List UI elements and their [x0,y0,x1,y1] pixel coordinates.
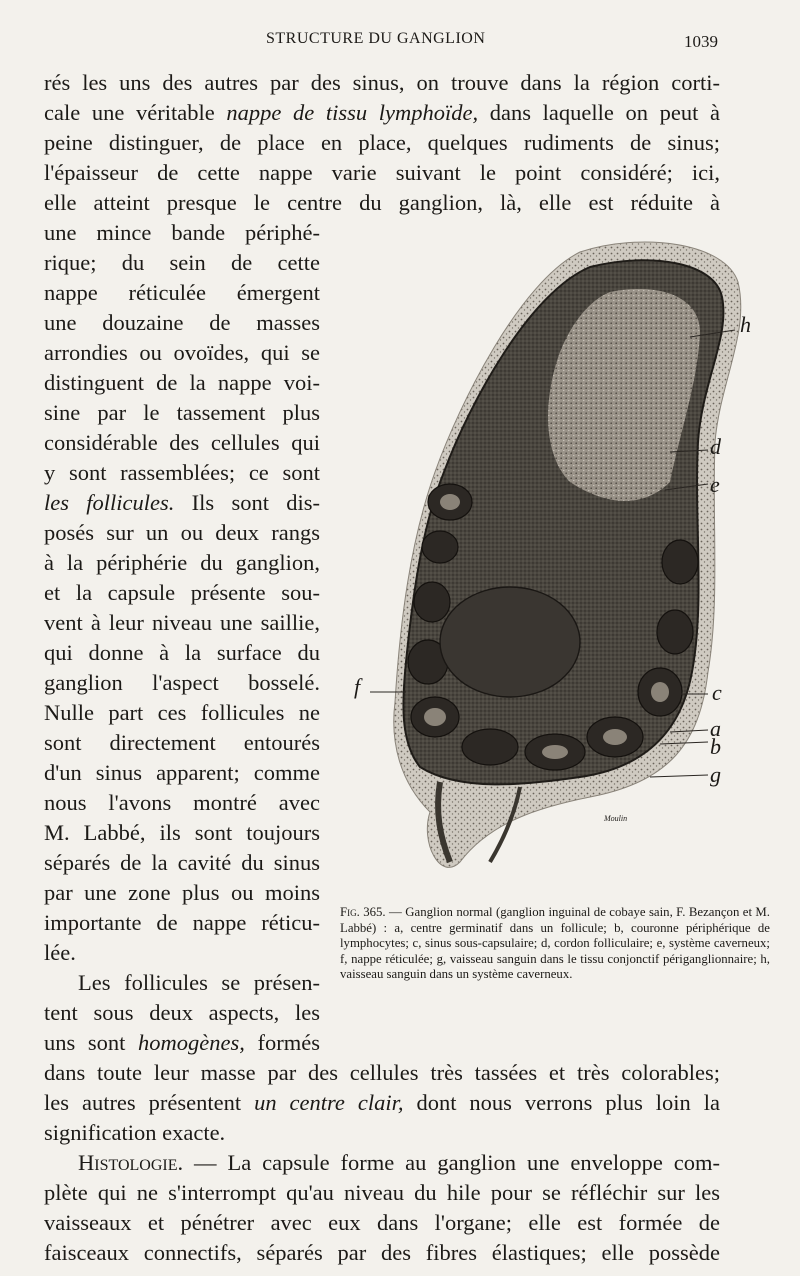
text-line: dans toute leur masse par des cellules très tassées et très colorables; [44,1060,720,1085]
emphasis: homogènes, [138,1030,245,1055]
caption-text: — Ganglion normal (ganglion inguinal de cobaye sain, F. Bezançon et M. Labbé) : a, centre germinatif dans un follicule; b, couronne périphérique de lymphocytes; c, sinus sous-capsulaire; d, cordon folliculaire; e, système caverneux; f, nappe réticulée; g, vaisseau sanguin dans le tissu conjonctif périganglionnaire; h, vaisseau sanguin dans un système caverneux. [340,905,770,981]
text-line: M. Labbé, ils sont toujours [44,820,320,845]
text-line: tent sous deux aspects, les [44,1000,320,1025]
figure-label-f: f [354,674,361,699]
text-line: à la périphérie du ganglion, [44,550,320,575]
figure-label-g: g [710,762,721,787]
text-line: ganglion l'aspect bosselé. [44,670,320,695]
text-line: sine par le tassement plus [44,400,320,425]
text-line: importante de nappe réticu- [44,910,320,935]
text-line: vent à leur niveau une saillie, [44,610,320,635]
figure-label-b: b [710,734,721,759]
figure-label-a: a [710,716,721,741]
text-line: elle atteint presque le centre du ganglion, là, elle est réduite à [44,190,720,215]
text-line: posés sur un ou deux rangs [44,520,320,545]
emphasis: nappe de tissu lymphoïde, [226,100,479,125]
figure-label-h: h [740,312,751,337]
text-line: par une zone plus ou moins [44,880,320,905]
text-line: distinguent de la nappe voi- [44,370,320,395]
figure-label-e: e [710,472,720,497]
text-line: y sont rassemblées; ce sont [44,460,320,485]
text-line: uns sont homogènes, formés [44,1030,321,1055]
emphasis: un centre clair, [254,1090,404,1115]
text-line: une douzaine de masses [44,310,320,335]
text-line: considérable des cellules qui [44,430,320,455]
text-line: qui donne à la surface du [44,640,320,665]
text-line: séparés de la cavité du sinus [44,850,320,875]
ganglion-drawing [340,222,780,902]
text-line: les autres présentent un centre clair, dont nous verrons plus loin la [44,1090,720,1115]
text-line: l'épaisseur de cette nappe varie suivant le point considéré; ici, [44,160,720,185]
text-line: nous l'avons montré avec [44,790,320,815]
text-line: cale une véritable nappe de tissu lymphoïde, dans laquelle on peut à [44,100,721,125]
page-number: 1039 [684,32,718,51]
running-title: STRUCTURE DU GANGLION [266,30,486,47]
engraver-signature: Moulin [604,814,628,823]
text-line: sont directement entourés [44,730,320,755]
text-line: signification exacte. [44,1120,226,1145]
ganglion-illustration [340,222,780,902]
text-line: rique; du sein de cette [44,250,320,275]
figure-caption [340,905,770,983]
figure-label-d: d [710,434,721,459]
emphasis: les follicules. [44,490,175,515]
section-heading: Histologie. [78,1150,184,1175]
text-line: rés les uns des autres par des sinus, on trouve dans la région corti- [44,70,720,95]
text-line: Les follicules se présen- [78,970,320,995]
text-line: nappe réticulée émergent [44,280,320,305]
text-line: Histologie. — La capsule forme au ganglion une enveloppe com- [78,1150,720,1175]
central-follicle [440,587,580,697]
text-line: Nulle part ces follicules ne [44,700,320,725]
text-line: arrondies ou ovoïdes, qui se [44,340,320,365]
text-line: plète qui ne s'interrompt qu'au niveau du hile pour se réfléchir sur les [44,1180,720,1205]
text-line: peine distinguer, de place en place, quelques rudiments de sinus; [44,130,720,155]
text-line: d'un sinus apparent; comme [44,760,320,785]
text-line: lée. [44,940,76,965]
figure-label-c: c [712,680,722,705]
text-line: une mince bande périphé- [44,220,320,245]
text-line: faisceaux connectifs, séparés par des fibres élastiques; elle possède [44,1240,720,1265]
text-line: et la capsule présente sou- [44,580,320,605]
figure-number: Fig. 365. [340,905,386,919]
text-line: vaisseaux et pénétrer avec eux dans l'organe; elle est formée de [44,1210,720,1235]
text-line: les follicules. Ils sont dis- [44,490,320,515]
